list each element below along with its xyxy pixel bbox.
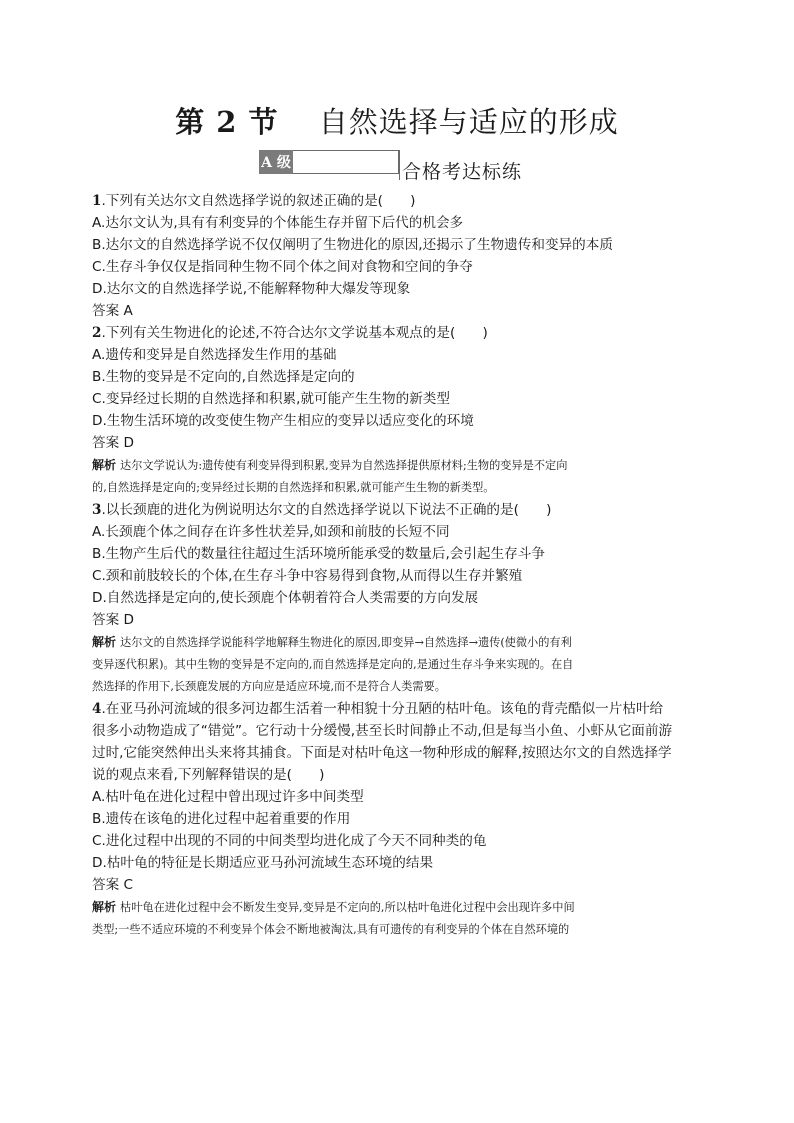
explanation-line: 变异逐代积累)。其中生物的变异是不定向的,而自然选择是定向的,是通过生存斗争来实现的。在自 [92, 658, 574, 671]
question-number: 4 [92, 701, 102, 717]
option-d: D.生物生活环境的改变使生物产生相应的变异以适应变化的环境 [92, 413, 474, 429]
explanation-line: 然选择的作用下,长颈鹿发展的方向应是适应环境,而不是符合人类需要。 [92, 680, 446, 693]
question-3 [92, 499, 710, 698]
explanation-line: 解析 枯叶龟在进化过程中会不断发生变异,变异是不定向的,所以枯叶龟进化过程中会出现许多中间 [92, 900, 575, 914]
explanation-line: 解析 达尔文的自然选择学说能科学地解释生物进化的原因,即变异→自然选择→遗传(使微小的有利 [92, 635, 572, 649]
question-4 [92, 698, 710, 941]
section-title: 自然选择与适应的形成 [318, 105, 619, 139]
question-stem: 2.下列有关生物进化的论述,不符合达尔文学说基本观点的是( ) [92, 325, 488, 341]
level-blank-box [293, 150, 399, 174]
question-stem: 1.下列有关达尔文自然选择学说的叙述正确的是( ) [92, 193, 416, 209]
page-title [0, 100, 794, 141]
option-a: A.达尔文认为,具有有利变异的个体能生存并留下后代的机会多 [92, 215, 464, 231]
option-b: B.生物产生后代的数量往往超过生活环境所能承受的数量后,会引起生存斗争 [92, 546, 545, 562]
question-stem: 4.在亚马孙河流域的很多河边都生活着一种相貌十分丑陋的枯叶龟。该龟的背壳酷似一片枯叶给 [92, 701, 664, 717]
option-a: A.遗传和变异是自然选择发生作用的基础 [92, 347, 337, 363]
option-b: B.达尔文的自然选择学说不仅仅阐明了生物进化的原因,还揭示了生物遗传和变异的本质 [92, 237, 613, 253]
option-b: B.生物的变异是不定向的,自然选择是定向的 [92, 369, 355, 385]
question-stem: 3.以长颈鹿的进化为例说明达尔文的自然选择学说以下说法不正确的是( ) [92, 502, 552, 518]
explanation-line: 解析 达尔文学说认为:遗传使有利变异得到积累,变异为自然选择提供原材料;生物的变异是不定向 [92, 458, 568, 472]
option-c: C.变异经过长期的自然选择和积累,就可能产生生物的新类型 [92, 391, 450, 407]
explanation-label: 解析 [92, 900, 117, 914]
level-header [259, 150, 523, 183]
option-d: D.自然选择是定向的,使长颈鹿个体朝着符合人类需要的方向发展 [92, 590, 479, 606]
explanation-line: 类型;一些不适应环境的不利变异个体会不断地被淘汰,具有可遗传的有利变异的个体在自然环境的 [92, 923, 570, 936]
question-number: 2 [92, 325, 102, 341]
section-number: 第 2 节 [175, 105, 279, 139]
option-d: D.枯叶龟的特征是长期适应亚马孙河流域生态环境的结果 [92, 855, 434, 871]
option-c: C.颈和前肢较长的个体,在生存斗争中容易得到食物,从而得以生存并繁殖 [92, 568, 523, 584]
level-divider [399, 150, 400, 180]
option-c: C.生存斗争仅仅是指同种生物不同个体之间对食物和空间的争夺 [92, 259, 473, 275]
level-badge: A 级 [259, 150, 293, 174]
question-list [92, 190, 710, 941]
question-stem-line: 过时,它能突然伸出头来将其捕食。下面是对枯叶龟这一物种形成的解释,按照达尔文的自然选择学 [92, 745, 672, 761]
question-stem-line: 很多小动物造成了“错觉”。它行动十分缓慢,甚至长时间静止不动,但是每当小鱼、小虾从它面前游 [92, 723, 673, 739]
option-d: D.达尔文的自然选择学说,不能解释物种大爆发等现象 [92, 281, 411, 297]
question-2 [92, 322, 710, 499]
answer: 答案 A [92, 303, 133, 319]
option-c: C.进化过程中出现的不同的中间类型均进化成了今天不同种类的龟 [92, 833, 487, 849]
question-number: 3 [92, 502, 102, 518]
option-b: B.遗传在该龟的进化过程中起着重要的作用 [92, 811, 351, 827]
question-number: 1 [92, 193, 102, 209]
question-stem-line: 说的观点来看,下列解释错误的是( ) [92, 767, 325, 783]
level-label: 合格考达标练 [402, 161, 523, 183]
answer: 答案 D [92, 435, 134, 451]
option-a: A.长颈鹿个体之间存在许多性状差异,如颈和前肢的长短不同 [92, 524, 450, 540]
question-1 [92, 190, 710, 322]
explanation-label: 解析 [92, 458, 117, 472]
answer: 答案 C [92, 877, 134, 893]
explanation-label: 解析 [92, 635, 117, 649]
option-a: A.枯叶龟在进化过程中曾出现过许多中间类型 [92, 789, 364, 805]
answer: 答案 D [92, 612, 134, 628]
explanation-line: 的,自然选择是定向的;变异经过长期的自然选择和积累,就可能产生生物的新类型。 [92, 481, 495, 494]
